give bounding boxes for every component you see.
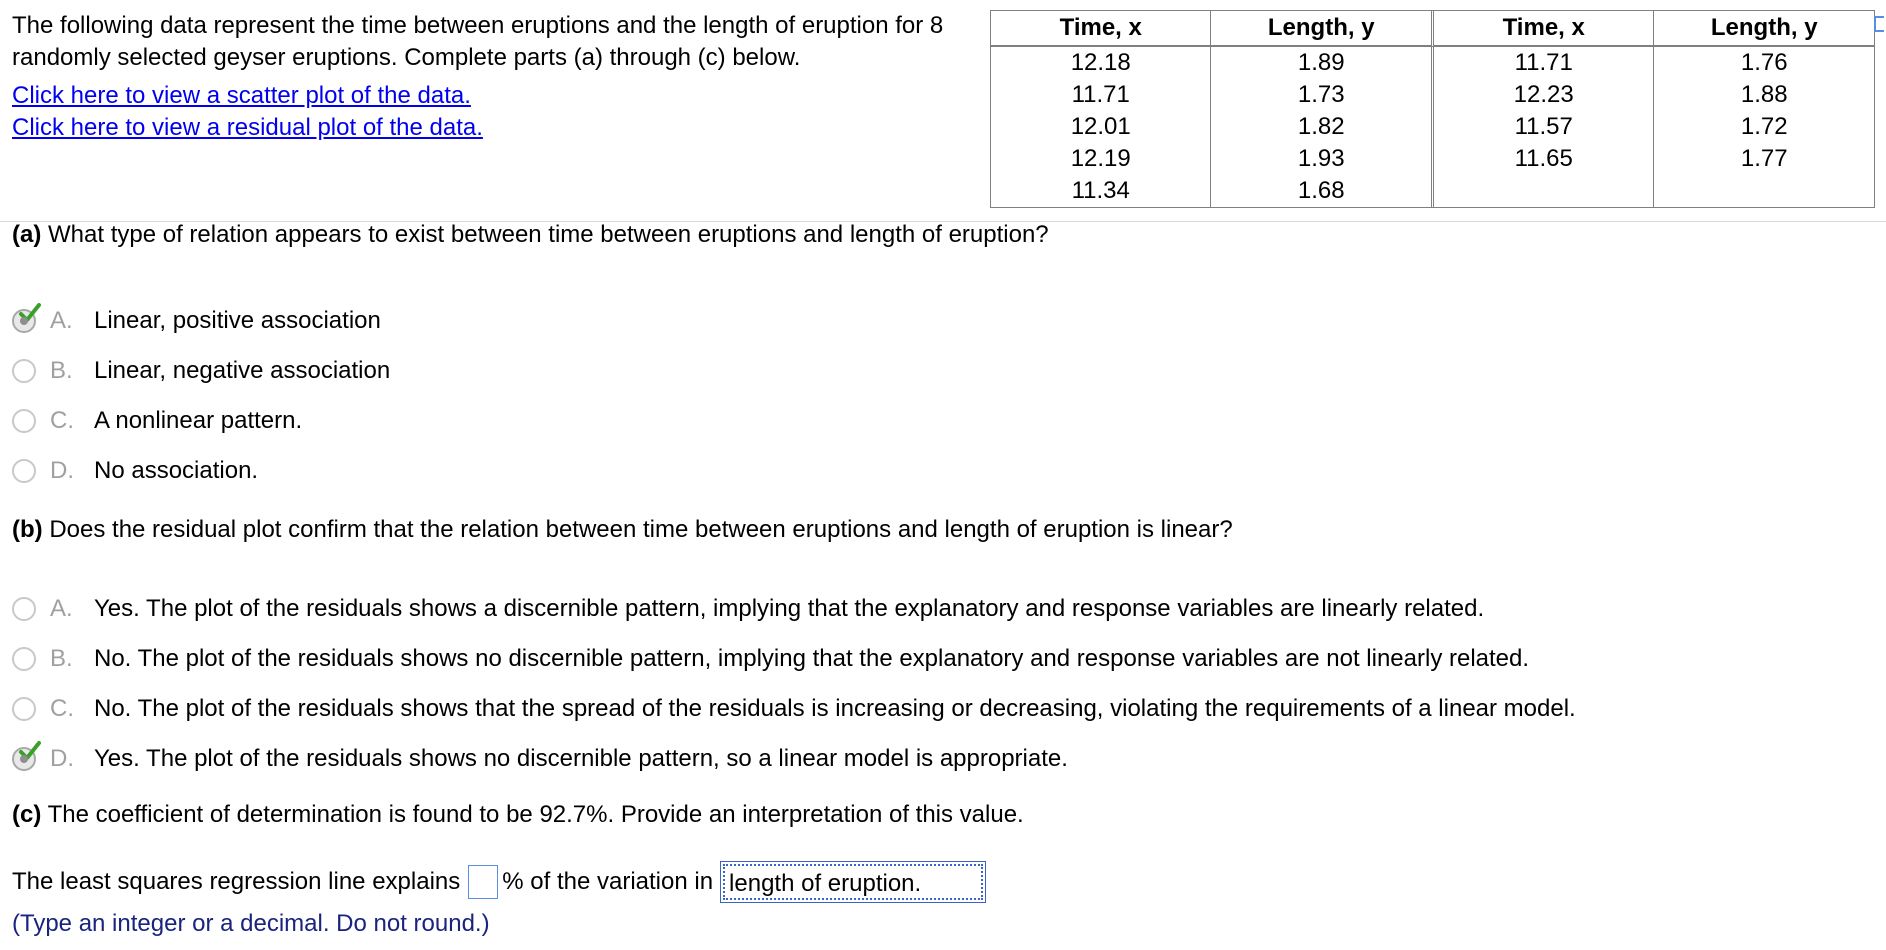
table-cell: 12.18	[991, 47, 1211, 79]
table-row	[991, 79, 1874, 111]
table-cell: 11.71	[991, 79, 1211, 111]
data-table	[990, 10, 1875, 208]
table-cell: 11.71	[1434, 47, 1654, 79]
part-a-choice-a[interactable]	[12, 296, 390, 346]
scatter-plot-link[interactable]: Click here to view a scatter plot of the data.	[12, 82, 471, 109]
part-b-choices	[12, 584, 1576, 784]
choice-letter: C.	[50, 407, 74, 434]
choice-letter: B.	[50, 645, 73, 672]
part-a-question-text: What type of relation appears to exist between time between eruptions and length of eruption?	[48, 221, 1049, 248]
part-a-question	[12, 220, 1049, 250]
table-cell: 12.19	[991, 143, 1211, 175]
part-b-choice-d[interactable]	[12, 734, 1576, 784]
percent-answer-input[interactable]	[468, 865, 498, 899]
part-a-choice-d[interactable]	[12, 446, 390, 496]
part-c-label: (c)	[12, 801, 42, 828]
table-header: Time, x	[991, 11, 1211, 47]
table-header: Length, y	[1654, 11, 1874, 47]
table-cell: 12.01	[991, 111, 1211, 143]
choice-letter: A.	[50, 307, 73, 334]
table-header: Length, y	[1211, 11, 1434, 47]
expand-bracket-icon[interactable]	[1874, 16, 1884, 32]
choice-letter: D.	[50, 457, 74, 484]
answer-prefix: The least squares regression line explains	[12, 868, 461, 895]
part-a-choice-b[interactable]	[12, 346, 390, 396]
choice-letter: C.	[50, 695, 74, 722]
checkmark-icon	[18, 739, 42, 763]
table-cell	[1434, 175, 1654, 207]
intro-text: The following data represent the time between eruptions and the length of eruption for 8 randomly selected geyser eruptions. Complete parts (a) through (c) below.	[12, 12, 944, 71]
part-a-choices	[12, 296, 390, 496]
table-row	[991, 47, 1874, 79]
radio-button[interactable]	[12, 459, 36, 483]
radio-button[interactable]	[12, 697, 36, 721]
table-cell: 1.77	[1740, 145, 1788, 172]
part-b-question-text: Does the residual plot confirm that the relation between time between eruptions and length of eruption is linear?	[49, 516, 1233, 543]
answer-middle: % of the variation in	[502, 868, 714, 895]
radio-button[interactable]	[12, 647, 36, 671]
table-cell: 1.82	[1211, 111, 1434, 143]
table-cell: 11.65	[1434, 143, 1654, 175]
choice-letter: A.	[50, 595, 73, 622]
part-c-question-text: The coefficient of determination is found to be 92.7%. Provide an interpretation of this value.	[47, 801, 1024, 828]
table-cell: 1.72	[1740, 113, 1788, 140]
choice-text: Linear, positive association	[94, 307, 381, 334]
table-cell	[1654, 175, 1874, 207]
part-b-choice-a[interactable]	[12, 584, 1576, 634]
part-a-choice-c[interactable]	[12, 396, 390, 446]
part-b-question	[12, 515, 1233, 545]
input-hint: (Type an integer or a decimal. Do not round.)	[12, 910, 490, 937]
table-cell: 1.68	[1211, 175, 1434, 207]
plot-links	[12, 80, 972, 144]
choice-text: No. The plot of the residuals shows that the spread of the residuals is increasing or decreasing, violating the requirements of a linear model.	[94, 695, 1576, 722]
variation-dropdown[interactable]: length of eruption.	[723, 864, 983, 900]
choice-text: Linear, negative association	[94, 357, 391, 384]
part-b-choice-b[interactable]	[12, 634, 1576, 684]
radio-button-selected[interactable]	[12, 747, 36, 771]
part-b-choice-c[interactable]	[12, 684, 1576, 734]
table-cell: 12.23	[1434, 79, 1654, 111]
radio-button[interactable]	[12, 409, 36, 433]
residual-plot-link[interactable]: Click here to view a residual plot of the data.	[12, 114, 483, 141]
table-cell: 1.88	[1740, 81, 1788, 108]
table-cell: 1.76	[1740, 49, 1788, 76]
checkmark-icon	[18, 301, 42, 325]
choice-text: A nonlinear pattern.	[94, 407, 303, 434]
radio-button[interactable]	[12, 359, 36, 383]
table-row	[991, 143, 1874, 175]
table-row	[991, 111, 1874, 143]
choice-text: No. The plot of the residuals shows no discernible pattern, implying that the explanatory and response variables are not linearly related.	[94, 645, 1530, 672]
answer-sentence	[12, 864, 983, 900]
part-c-question	[12, 800, 1024, 830]
choice-text: Yes. The plot of the residuals shows a discernible pattern, implying that the explanatory and response variables are linearly related.	[94, 595, 1485, 622]
table-cell: 1.73	[1211, 79, 1434, 111]
choice-letter: D.	[50, 745, 74, 772]
table-cell: 1.89	[1211, 47, 1434, 79]
choice-text: Yes. The plot of the residuals shows no discernible pattern, so a linear model is appropriate.	[94, 745, 1068, 772]
table-header: Time, x	[1434, 11, 1654, 47]
table-header-row	[991, 11, 1874, 47]
part-b-label: (b)	[12, 516, 43, 543]
choice-letter: B.	[50, 357, 73, 384]
part-a-label: (a)	[12, 221, 42, 248]
problem-intro	[12, 10, 972, 144]
table-cell: 11.57	[1434, 111, 1654, 143]
table-row	[991, 175, 1874, 207]
radio-button[interactable]	[12, 597, 36, 621]
choice-text: No association.	[94, 457, 259, 484]
table-cell: 11.34	[991, 175, 1211, 207]
table-cell: 1.93	[1211, 143, 1434, 175]
radio-button-selected[interactable]	[12, 309, 36, 333]
